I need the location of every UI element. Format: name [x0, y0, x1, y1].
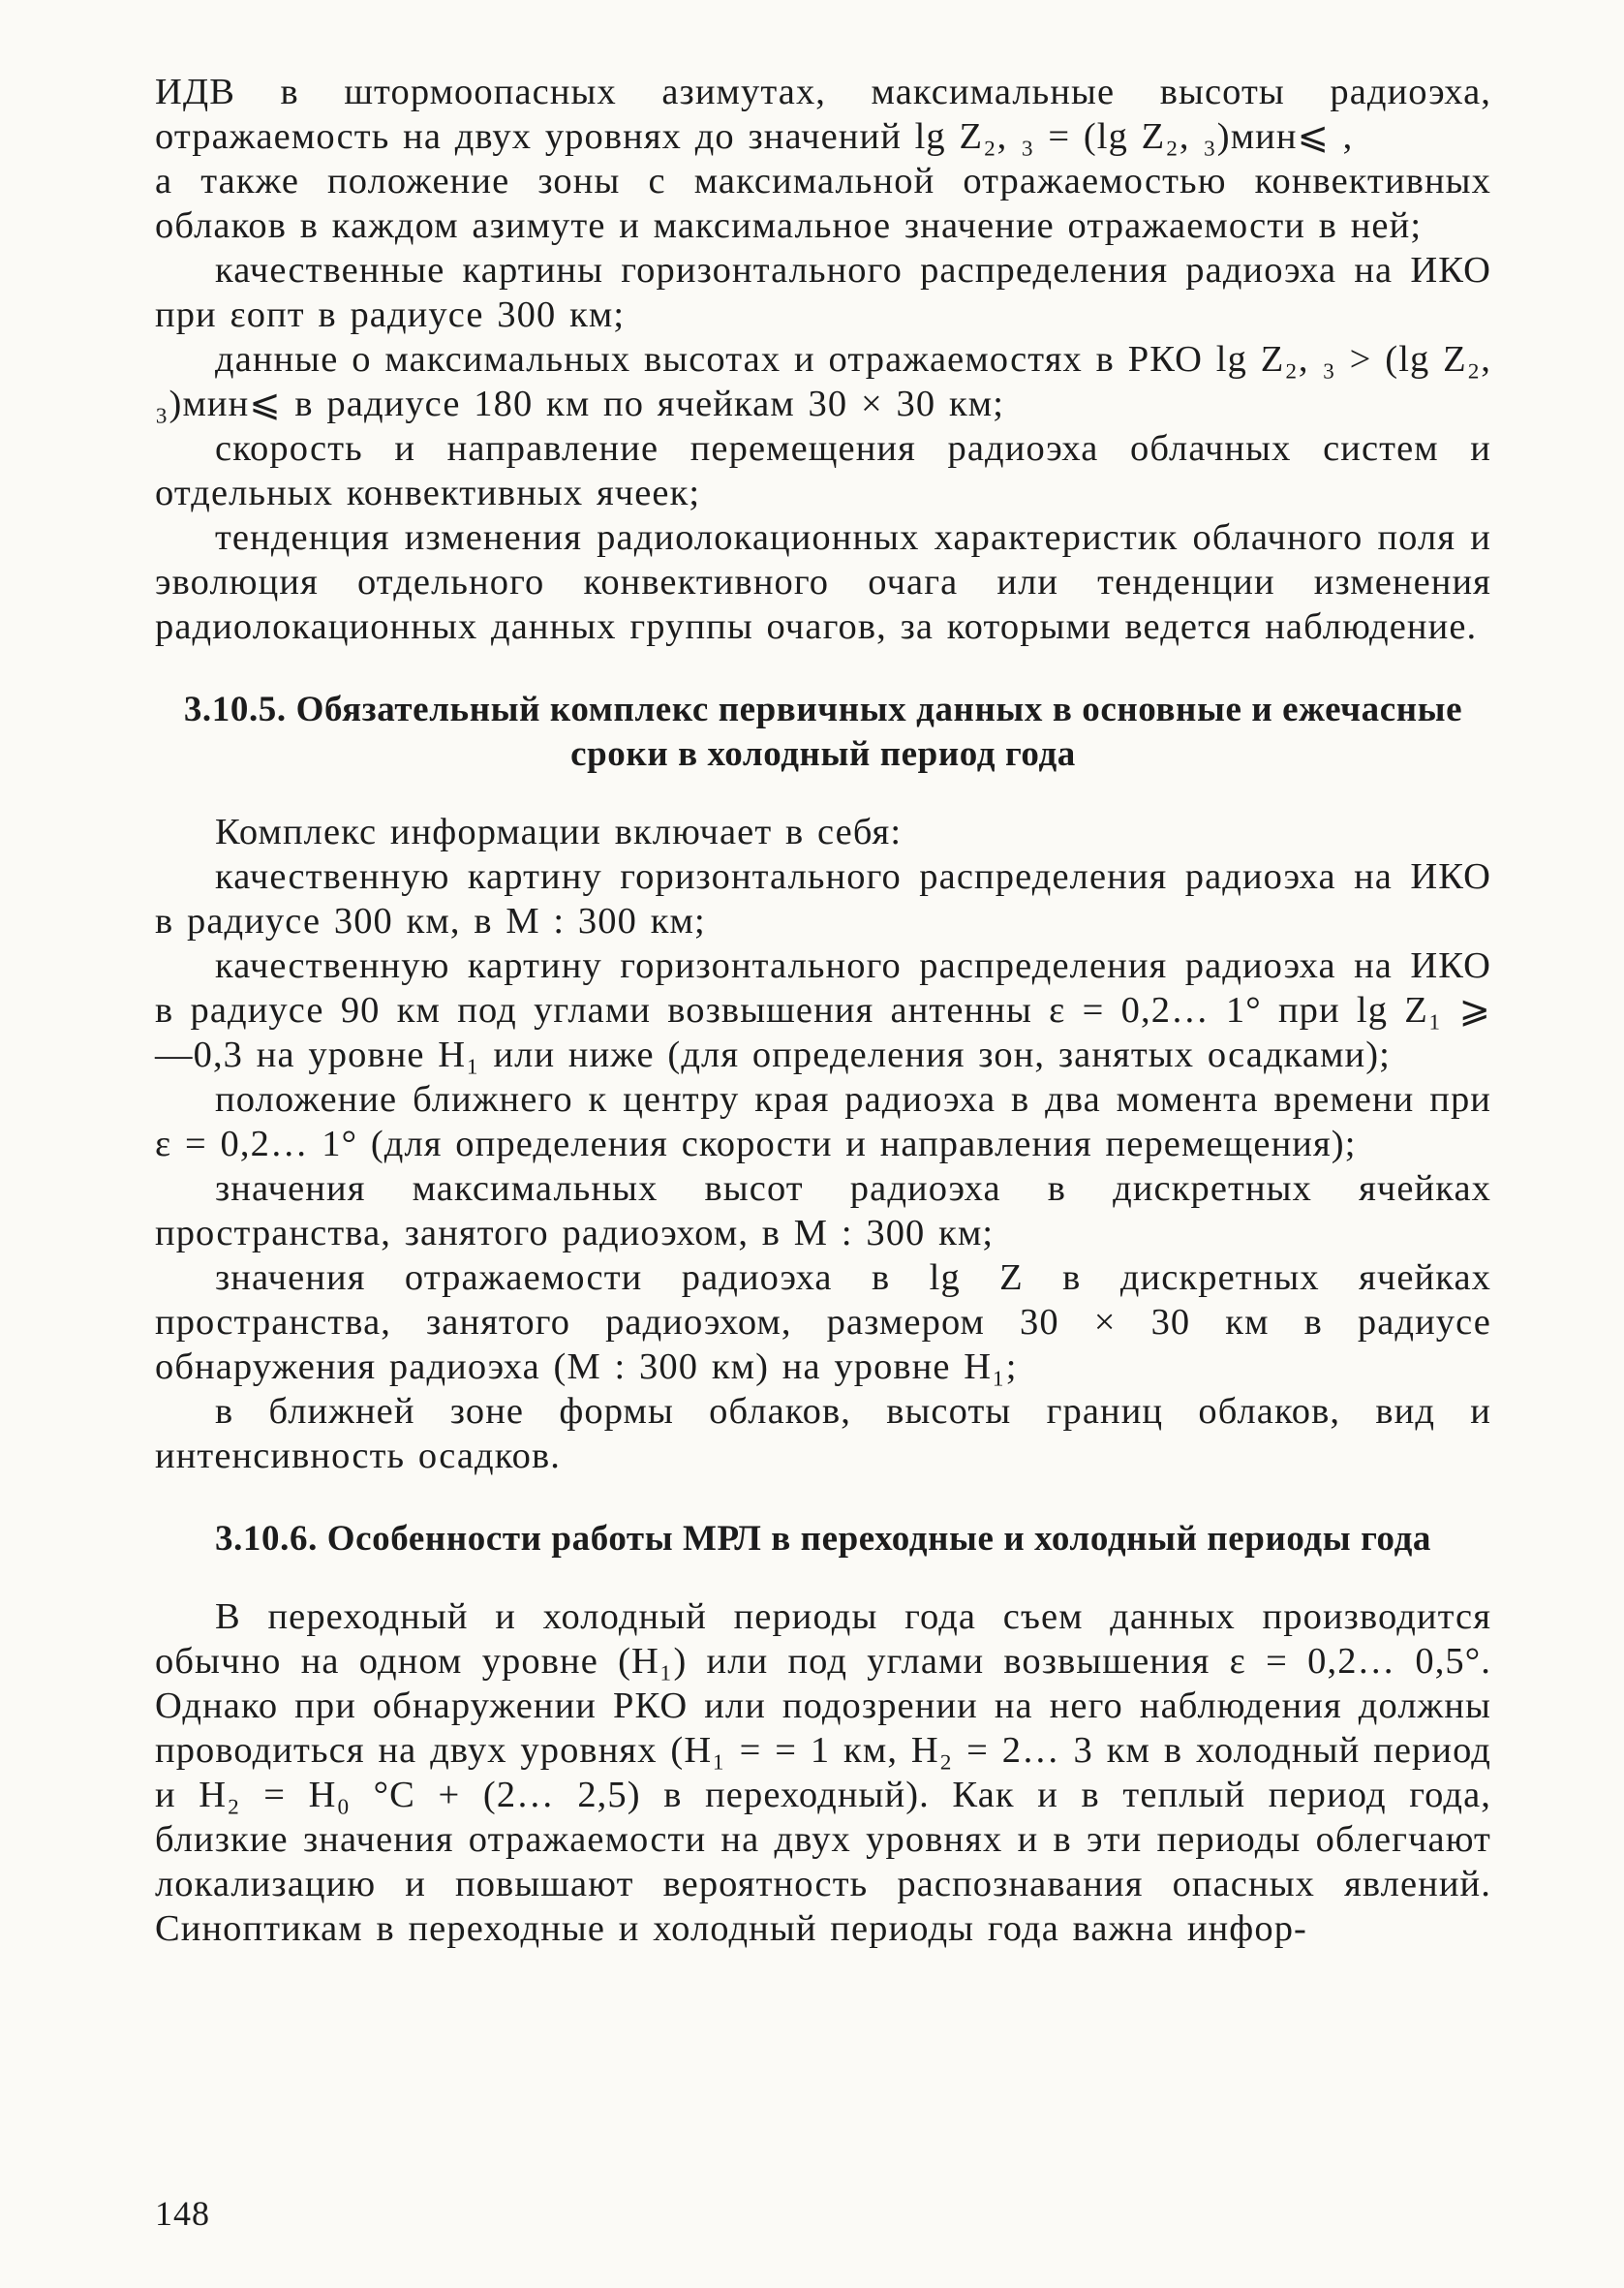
section-3-10-5-body: [155, 810, 1491, 1478]
paragraph-14: В переходный и холодный периоды года съем данных производится обычно на одном уровне (H₁) или под углами возвышения ε = 0,2… 0,5°. Однако при обнаружении РКО или подозрении на него наблюдения должны проводиться на двух уровнях (H₁ = = 1 км, H₂ = 2… 3 км в холодный период и H₂ = H₀ °C + (2… 2,5) в переходный). Как и в теплый период года, близкие значения отражаемости на двух уровнях и в эти периоды облегчают локализацию и повышают вероятность распознавания опасных явлений. Синоптикам в переходные и холодный периоды года важна инфор-: [155, 1596, 1491, 1949]
paragraph-4: данные о максимальных высотах и отражаемостях в РКО lg Z₂, ₃ > (lg Z₂, ₃)мин⩽ в радиусе 180 км по ячейкам 30 × 30 км;: [155, 339, 1491, 424]
paragraph-12: значения отражаемости радиоэха в lg Z в дискретных ячейках пространства, занятого радиоэхом, размером 30 × 30 км в радиусе обнаружения радиоэха (М : 300 км) на уровне H₁;: [155, 1257, 1491, 1387]
paragraph-8: качественную картину горизонтального распределения радиоэха на ИКО в радиусе 300 км, в М : 300 км;: [155, 856, 1491, 942]
paragraph-11: значения максимальных высот радиоэха в дискретных ячейках пространства, занятого радиоэхом, в М : 300 км;: [155, 1168, 1491, 1253]
paragraph-9: качественную картину горизонтального распределения радиоэха на ИКО в радиусе 90 км под углами возвышения антенны ε = 0,2… 1° при lg Z₁ ⩾ —0,3 на уровне H₁ или ниже (для определения зон, занятых осадками);: [155, 945, 1491, 1075]
paragraph-3: качественные картины горизонтального распределения радиоэха на ИКО при εопт в радиусе 300 км;: [155, 250, 1491, 335]
paragraph-2: а также положение зоны с максимальной отражаемостью конвективных облаков в каждом азимуте и максимальное значение отражаемости в ней;: [155, 161, 1491, 246]
section-3-10-6-body: [155, 1594, 1491, 1951]
paragraph-13: в ближней зоне формы облаков, высоты границ облаков, вид и интенсивность осадков.: [155, 1391, 1491, 1476]
section-heading-3-10-5: 3.10.5. Обязательный комплекс первичных данных в основные и ежечасные сроки в холодный период года: [183, 690, 1463, 774]
paragraph-7: Комплекс информации включает в себя:: [215, 812, 903, 852]
paragraph-1: ИДВ в штормоопасных азимутах, максимальные высоты радиоэха, отражаемость на двух уровнях до значений lg Z₂, ₃ = (lg Z₂, ₃)мин⩽ ,: [155, 72, 1491, 157]
page-body: [155, 70, 1491, 1951]
paragraph-6: тенденция изменения радиолокационных характеристик облачного поля и эволюция отдельного конвективного очага или тенденции изменения радиолокационных данных группы очагов, за которыми ведется наблюдение.: [155, 517, 1491, 647]
paragraph-5: скорость и направление перемещения радиоэха облачных систем и отдельных конвективных ячеек;: [155, 428, 1491, 513]
paragraph-10: положение ближнего к центру края радиоэха в два момента времени при ε = 0,2… 1° (для определения скорости и направления перемещения);: [155, 1079, 1491, 1164]
section-heading-3-10-6: 3.10.6. Особенности работы МРЛ в переходные и холодный периоды года: [214, 1519, 1431, 1559]
section-continuation: [155, 70, 1491, 649]
page-number: 148: [155, 2194, 210, 2233]
